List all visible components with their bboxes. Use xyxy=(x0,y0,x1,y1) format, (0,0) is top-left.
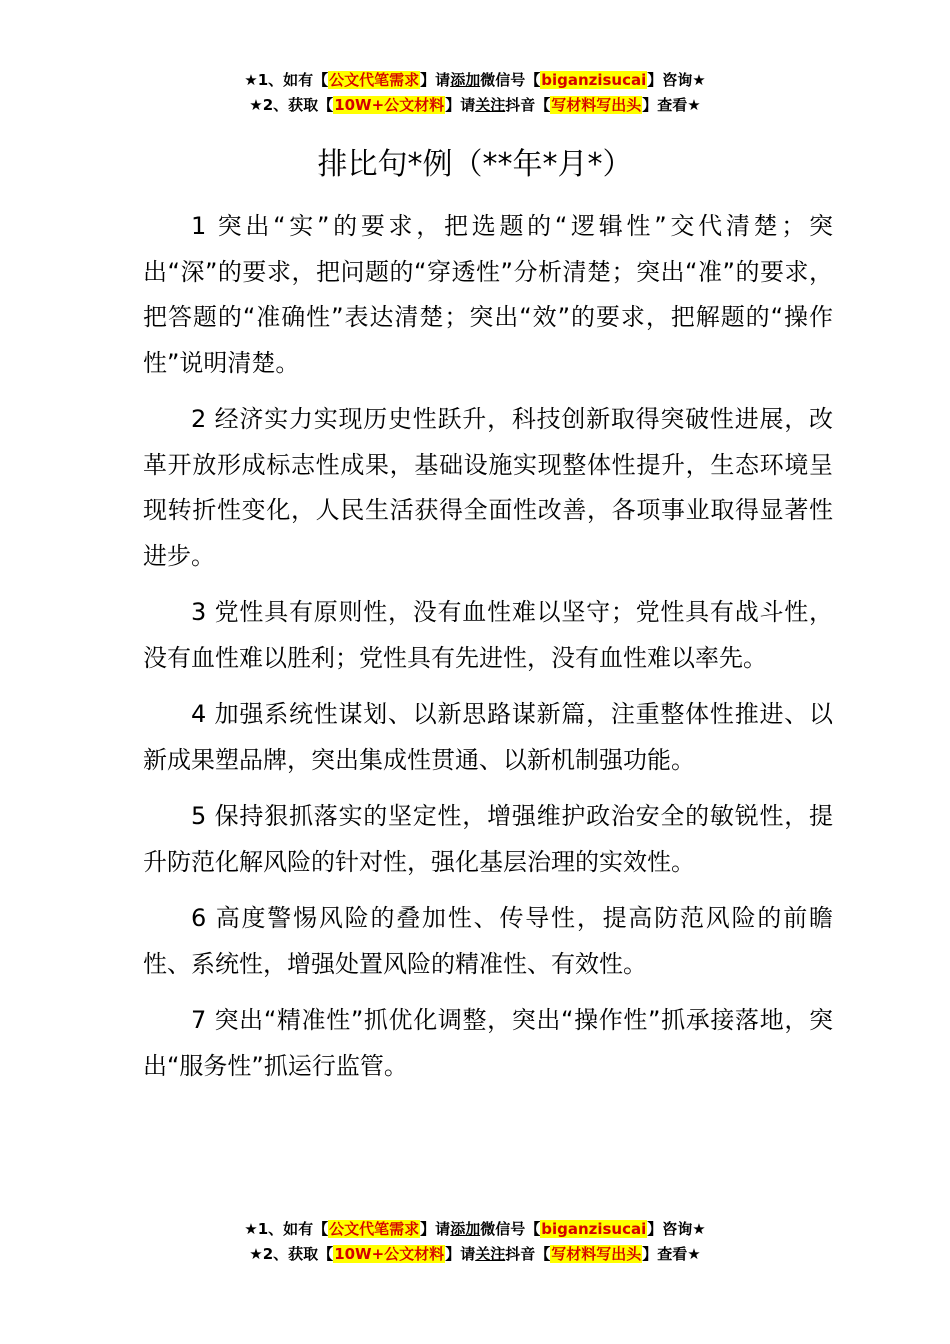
highlight-materials: 10W+公文材料 xyxy=(334,96,445,114)
paragraph-2: 2 经济实力实现历史性跃升，科技创新取得突破性进展，改革开放形成标志性成果，基础设施实现整体性提升，生态环境呈现转折性变化，人民生活获得全面性改善，各项事业取得显著性进步。 xyxy=(143,405,833,570)
paragraph-5: 5 保持狠抓落实的坚定性，增强维护政治安全的敏锐性，提升防范化解风险的针对性，强化基层治理的实效性。 xyxy=(143,802,833,876)
paragraph-7: 7 突出“精准性”抓优化调整，突出“操作性”抓承接落地，突出“服务性”抓运行监管。 xyxy=(143,1006,833,1080)
banner-line-1: ★1、如有【公文代笔需求】请添加微信号【biganzisucai】咨询★ xyxy=(244,71,706,89)
highlight-wechat-id: biganzisucai xyxy=(541,1220,647,1238)
paragraph-1: 1 突出“实”的要求，把选题的“逻辑性”交代清楚；突出“深”的要求，把问题的“穿透性”分析清楚；突出“准”的要求，把答题的“准确性”表达清楚；突出“效”的要求，把解题的“操作性”说明清楚。 xyxy=(143,212,833,377)
highlight-service: 公文代笔需求 xyxy=(329,1220,420,1238)
banner-line-1: ★1、如有【公文代笔需求】请添加微信号【biganzisucai】咨询★ xyxy=(244,1220,706,1238)
banner-line-2: ★2、获取【10W+公文材料】请关注抖音【写材料写出头】查看★ xyxy=(249,1245,701,1263)
header-banner xyxy=(0,68,950,118)
document-title: 排比句*例（**年*月*） xyxy=(317,147,633,182)
footer-banner xyxy=(0,1217,950,1267)
paragraph-6: 6 高度警惕风险的叠加性、传导性，提高防范风险的前瞻性、系统性，增强处置风险的精准性、有效性。 xyxy=(143,904,833,978)
document-body xyxy=(143,204,833,1100)
paragraph-3: 3 党性具有原则性，没有血性难以坚守；党性具有战斗性，没有血性难以胜利；党性具有先进性，没有血性难以率先。 xyxy=(143,598,833,672)
paragraph-4: 4 加强系统性谋划、以新思路谋新篇，注重整体性推进、以新成果塑品牌，突出集成性贯通、以新机制强功能。 xyxy=(143,700,833,774)
highlight-service: 公文代笔需求 xyxy=(329,71,420,89)
highlight-douyin-account: 写材料写出头 xyxy=(551,1245,642,1263)
highlight-wechat-id: biganzisucai xyxy=(541,71,647,89)
highlight-douyin-account: 写材料写出头 xyxy=(551,96,642,114)
banner-line-2: ★2、获取【10W+公文材料】请关注抖音【写材料写出头】查看★ xyxy=(249,96,701,114)
highlight-materials: 10W+公文材料 xyxy=(334,1245,445,1263)
